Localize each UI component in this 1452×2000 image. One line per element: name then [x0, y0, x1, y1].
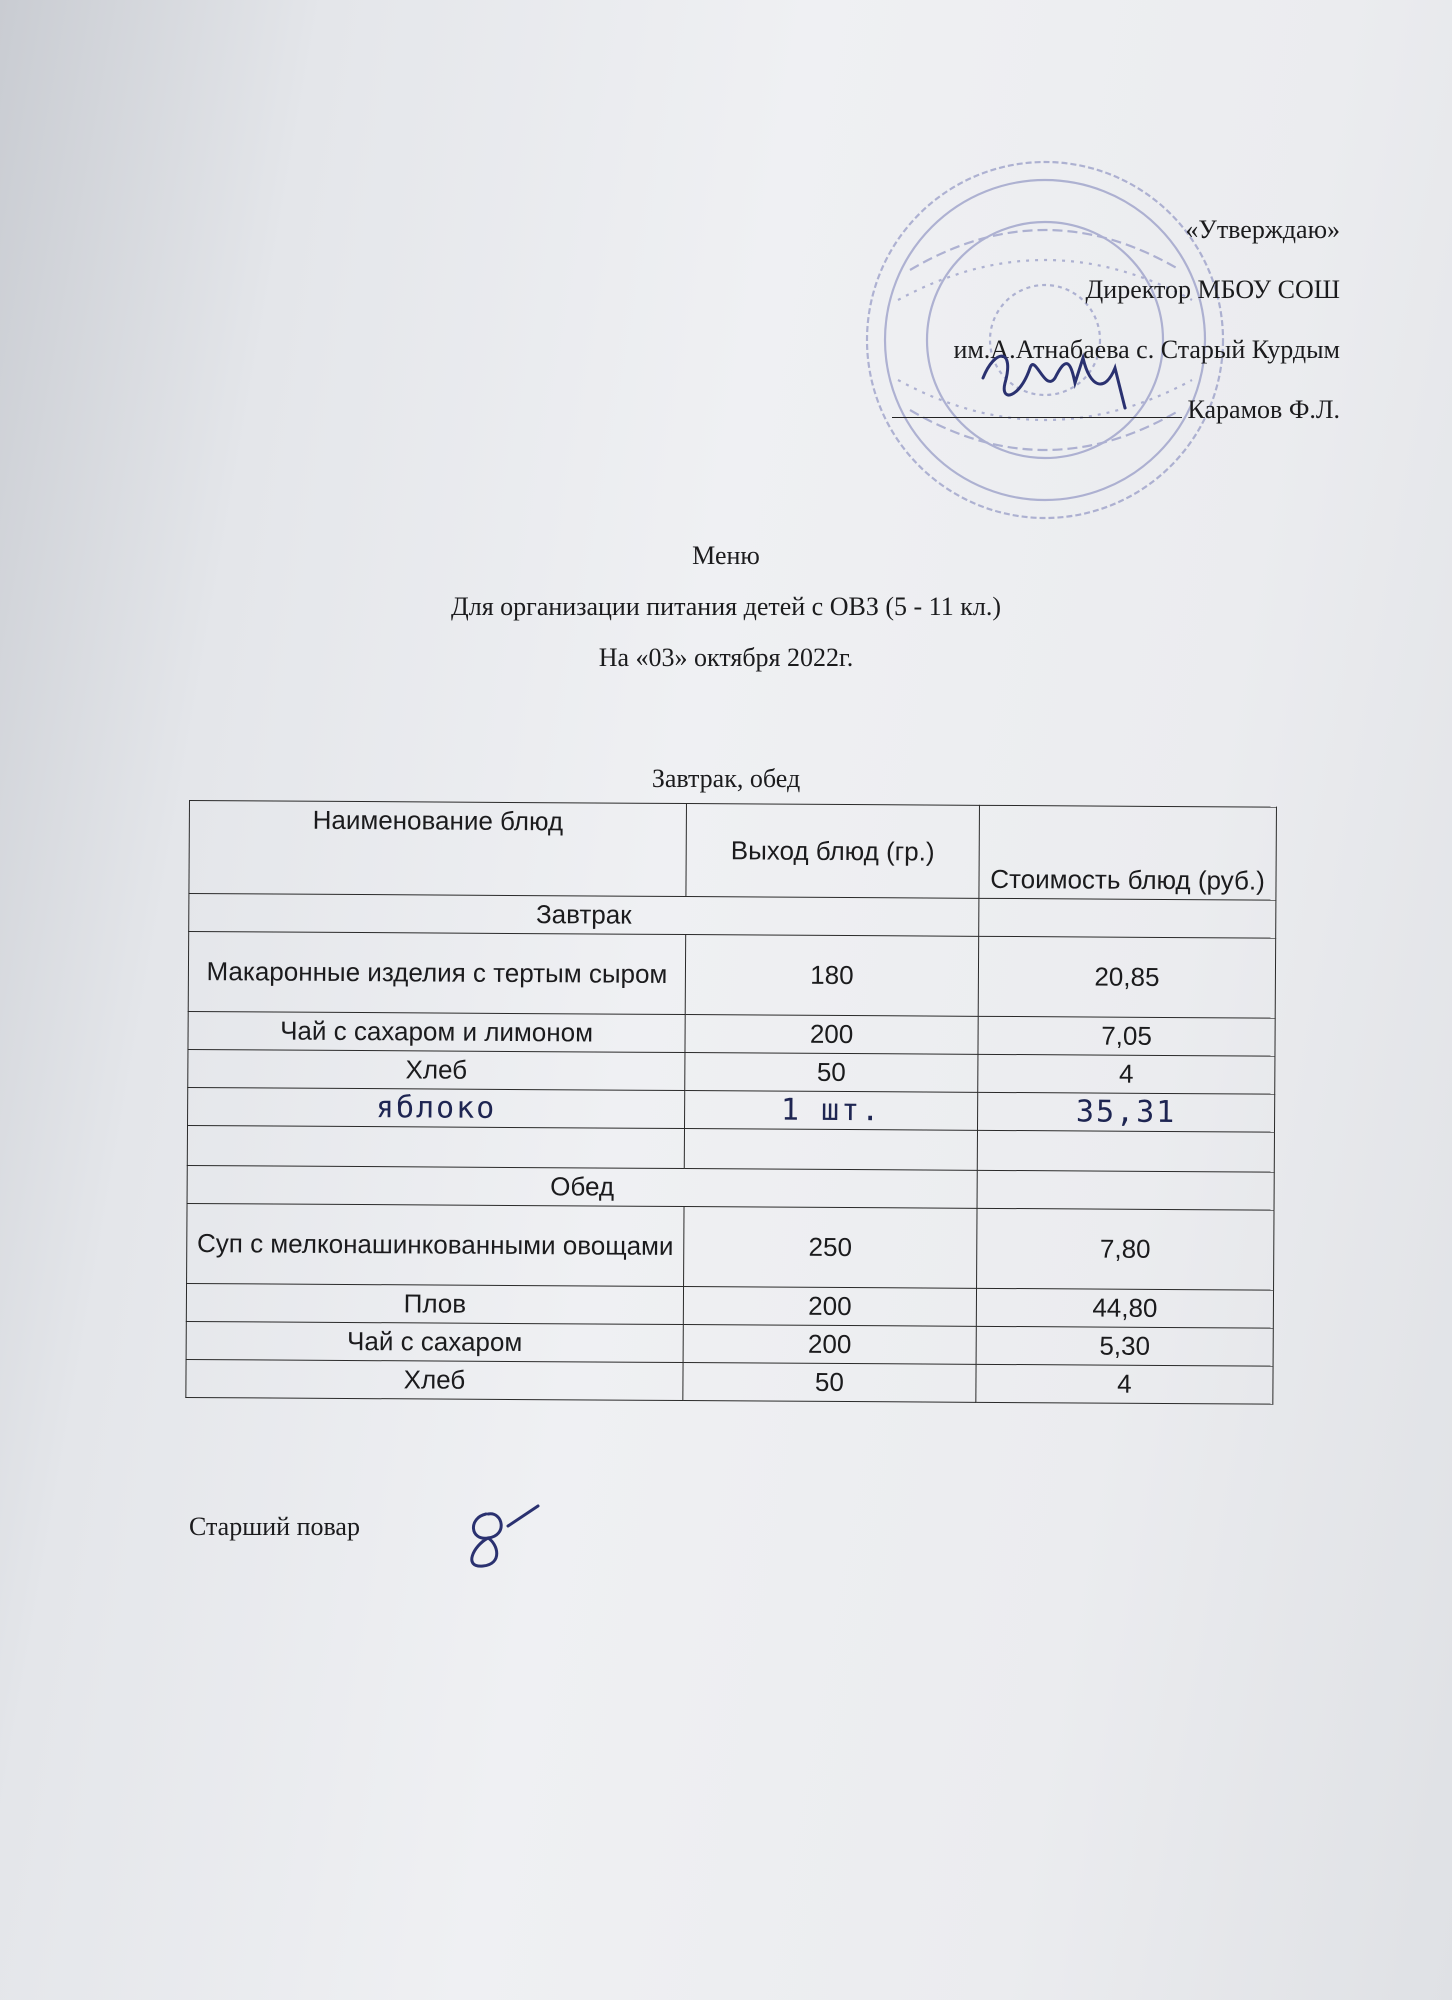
section-empty-cell	[979, 898, 1276, 938]
table-row	[187, 1203, 1274, 1290]
dish-cost: 4	[978, 1054, 1275, 1094]
dish-name: Чай с сахаром	[186, 1321, 683, 1362]
table-row-empty	[187, 1125, 1274, 1172]
dish-cost: 5,30	[976, 1326, 1273, 1366]
dish-yield	[684, 1129, 977, 1171]
director-signature	[975, 338, 1135, 418]
dish-name	[187, 1125, 684, 1168]
table-row-handwritten	[188, 1087, 1275, 1132]
section-empty-cell	[977, 1170, 1274, 1210]
table-row	[188, 1049, 1275, 1094]
dish-cost: 20,85	[978, 936, 1275, 1018]
table-row	[186, 1359, 1273, 1404]
column-header-name: Наименование блюд	[189, 801, 687, 897]
column-header-yield: Выход блюд (гр.)	[686, 804, 980, 899]
approval-title: «Утверждаю»	[1185, 215, 1340, 244]
dish-name: Хлеб	[186, 1359, 683, 1400]
dish-cost: 7,05	[978, 1016, 1275, 1056]
dish-yield: 200	[683, 1287, 976, 1327]
cook-signature	[448, 1496, 548, 1576]
dish-yield: 180	[685, 935, 978, 1017]
dish-name: Чай с сахаром и лимоном	[188, 1011, 685, 1052]
document-subtitle: Для организации питания детей с ОВЗ (5 - 11 кл.)	[451, 592, 1001, 621]
dish-yield: 250	[684, 1207, 977, 1289]
dish-name: Хлеб	[188, 1049, 685, 1090]
dish-name: Суп с мелконашинкованными овощами	[187, 1203, 684, 1286]
dish-name: Макаронные изделия с тертым сыром	[188, 932, 685, 1015]
document-title: Меню	[692, 541, 760, 570]
document-date: На «03» октября 2022г.	[598, 643, 854, 672]
table-row	[186, 1283, 1273, 1328]
dish-cost	[977, 1130, 1274, 1172]
section-row-lunch	[187, 1165, 1274, 1210]
dish-name-handwritten: яблоко	[188, 1087, 685, 1128]
section-row-breakfast	[189, 894, 1276, 939]
dish-name: Плов	[186, 1283, 683, 1324]
menu-table	[185, 800, 1277, 1405]
dish-yield-handwritten: 1 шт.	[685, 1091, 978, 1131]
dish-yield: 200	[683, 1325, 976, 1365]
cook-label: Старший повар	[189, 1512, 360, 1541]
section-label: Обед	[187, 1165, 977, 1208]
table-row	[188, 932, 1275, 1019]
dish-yield: 50	[683, 1363, 976, 1403]
approval-school: им.А.Атнабаева с. Старый Курдым	[953, 335, 1340, 364]
dish-cost: 7,80	[977, 1208, 1274, 1290]
approval-position: Директор МБОУ СОШ	[1085, 275, 1340, 304]
table-row	[186, 1321, 1273, 1366]
dish-cost: 4	[976, 1364, 1273, 1404]
dish-cost-handwritten: 35,31	[977, 1092, 1274, 1132]
column-header-cost: Стоимость блюд (руб.)	[979, 805, 1277, 900]
table-row	[188, 1011, 1275, 1056]
dish-yield: 50	[685, 1053, 978, 1093]
dish-cost: 44,80	[976, 1288, 1273, 1328]
table-header-row	[189, 801, 1277, 901]
dish-yield: 200	[685, 1015, 978, 1055]
meal-heading: Завтрак, обед	[651, 764, 801, 793]
section-label: Завтрак	[189, 894, 979, 937]
document-title-block	[0, 530, 1452, 683]
director-name: Карамов Ф.Л.	[1187, 395, 1340, 424]
